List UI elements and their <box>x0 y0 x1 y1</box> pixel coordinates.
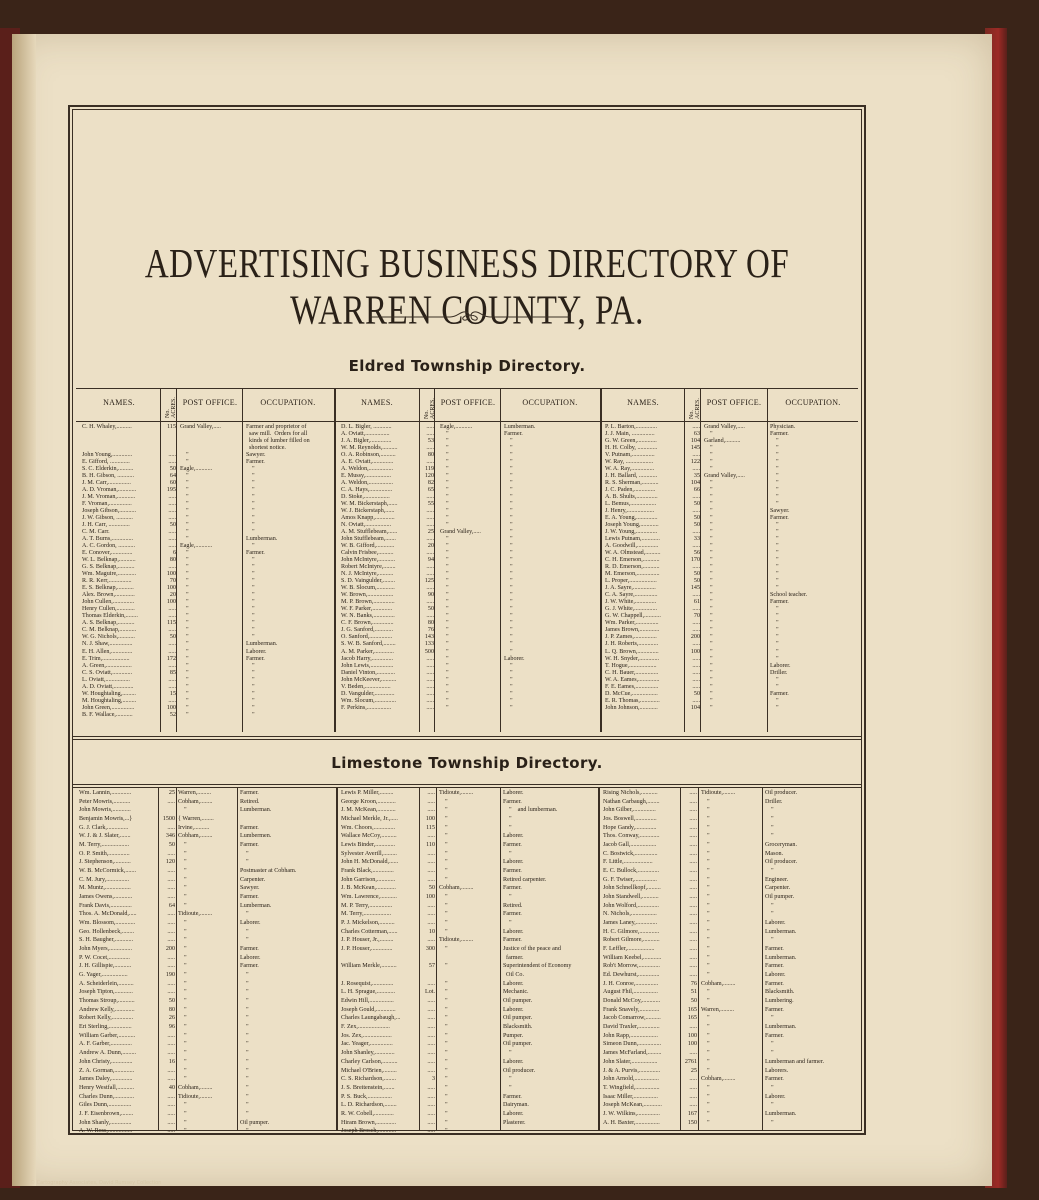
column-rule <box>176 388 177 732</box>
header-bottom-rule <box>76 421 858 422</box>
limestone-occupation-column: Farmer. Retired. Lumberman. Farmer. Lumbermen. Farmer. " " Postmaster at Cobham. Carpenter. Sawyer. Farmer. Lumberman. " Laborer. " " Farmer. Laborer. Farmer. " " " " " " " " " " " " " " " " " Oil pumper. " <box>240 790 297 1135</box>
limestone-acres-column: ..... ..... ..... ..... ..... ..... ..... ..... ..... ..... ..... ..... ..... ..... ..... ..... ..... ..... ..... ..... ..... ..... 76 51 50 165 165 ..... 100 100 ..... 2761 25 ..... ..... ..... ..... 167 150 <box>684 790 697 1126</box>
column-rule <box>500 388 501 732</box>
col-header-acres: No. ACRES. <box>424 398 436 419</box>
column-rule <box>242 388 243 732</box>
column-rule <box>762 787 763 1130</box>
limestone-section-title: Limestone Township Directory. <box>331 754 603 772</box>
eldred-acres-column: 115 ..... ..... 50 64 60 195 ..... ..... ..... ..... 50 ..... ..... ..... 6 80 ..... 100 70 100 20 100 ..... ..... 115 ..... 50 ..... ..... 172 ..... 85 ..... ..... 15 ..... 100 52 <box>166 424 176 718</box>
column-rule <box>434 388 435 732</box>
limestone-names-column: Rising Nichols,........... Nathan Carbaugh,........ John Gilber,............... Jos. Boswell,.............. Hope Gandy,.............. Thos. Conway,............. Jacob Gall,................. C. Bostwick,............... F. Little,................... E. C. Bullock,.............. G. F. Twiser,............... John Schnellkopf,......... John Standwell,........... John Wolford,.............. N. Nichols,................. James Laney,.............. H. C. Gilmore,............. Robert Gilmore,........... F. Leffler,.................. William Keebel,............ Rob't Morrow,.............. Ed. Dewhurst,.............. J. H. Conroe,............... August Fhil,................ Donald McCoy,............ Frank Snavely,............. Jacob Comarrow,.......... David Traxler,.............. John Rapp,.................. Simeon Dunn,............... James McFarland,......... John Slater,................. J. & A. Purvis,.............. John Arnold,................ T. Wingfield,................ Isaac Miller,................ Joseph McKean,............ J. W. Wilkins,............... A. H. Baxter,................ <box>603 790 662 1126</box>
limestone-occupation-column: Laborer. Farmer. " and lumberman. " " Laborer. Farmer. " Laborer. Farmer. Retired carpenter. Farmer. " Retired. Farmer. " Laborer. Farmer. Justice of the peace and farmer. Superintendent of Economy Oil Co. Laborer. Mechanic. Oil pumper. Laborer. Oil pumper. Blacksmith. Pumper. Oil pumper. " Laborer. Oil producer. " " Farmer. Dairyman. Laborer. Plasterer. <box>503 790 572 1126</box>
col-header-post-office: POST OFFICE. <box>440 398 496 407</box>
limestone-top-rule <box>72 784 862 785</box>
eldred-occupation-column: Physician. Farmer. " " " " " " " " " " Sawyer. Farmer. " " " " " " " " " " School teacher. Farmer. " " " " " " " " Laborer. Driller. " " Farmer. " " <box>770 424 808 711</box>
limestone-names-column: Lewis P. Miller,......... George Kroon,............ J. M. McKean,............ Michael Merkle, Jr.,..... Wm. Choors,.............. Wallace McCoy,.......... Lewis Binder,............. Sylvester Averill,......... John H. McDonald,...... Frank Black,.............. John Garrison,............ J. B. McKean,............. Wm. Lawrence,........... M. P. Terry,............... M. Terry,.................. P. J. Mickelson,.......... Charles Cotterman,...... J. P. Houser, Jr.,......... J. P. Houser,.............. William Merkle,.......... J. Rosequist,.............. L. H. Sprague,............ Edwin Hill,................ Joseph Gould,............. Charles Laungabaugh,... F. Zex,..................... Jos. Zex,................... Jac. Yeager,............... John Shanley,............. Charley Carlson,.......... Michael O'Brien,......... C. S. Richardson,........ J. S. Breitenstein,....... P. S. Buck,................ L. D. Richardson,........ R. W. Cobell,............. Hiram Brown,............. Joseph Brosch,............ <box>341 790 401 1135</box>
limestone-names-column: Wm. Lannin,............. Peter Mowris,........... John Mowris,............ Benjamin Mowris,...} G. J. Clark,.............. W. J. & J. Slater,....... M. Terry,.................. O. P. Smith,.............. J. Stephenson,........... W. B. McCormick,....... C. M. Jury,............... M. Muntz,................. James Owens,............ Frank Davis,.............. Thos. A. McDonald,..... Wm. Blossom,............. Geo. Hollenbeck,........ S. H. Baugher,............ John Myers,............... P. W. Cocet,.............. J. H. Gillispie,........... G. Yager,................. A. Scheiderlein,.......... Joseph Tipton,............ Thomas Stroup,........... Andrew Kelly,............. Robert Kelly,.............. Eri Sterling,............... William Garber,........... A. F. Garber,.............. Andrew A. Dunn,......... John Christy,.............. Z. A. Gorman,............. James Daley,.............. Henry Westfall,........... Charles Dunn,............. Giles Dunn,............... J. F. Eisenbrown,........ John Shanly,.............. A. W. Ross,................ <box>79 790 137 1135</box>
col-header-acres: No. ACRES. <box>165 397 177 418</box>
title-ornament <box>370 309 570 323</box>
column-rule <box>500 787 501 1130</box>
section-divider <box>72 736 862 737</box>
col-header-names: NAMES. <box>627 398 659 407</box>
column-rule <box>436 787 437 1130</box>
limestone-post-office-column: Warren,......... Cobham,........ " { Warren,........ Irvine,.......... Cobham,........ " " " " " " " " Tidioute,........ " " " " " " " " " " " " " " " " " " " Cobham,........ Tidioute,........ " " " " <box>178 790 214 1135</box>
limestone-post-office-column: Tidioute,........ " " " " " " " " " " Cobham,........ " " " " " Tidioute,........ " " " " " " " " " " " " " " " " " " " " <box>439 790 474 1135</box>
eldred-section-title: Eldred Township Directory. <box>348 357 586 375</box>
header-top-rule <box>76 388 858 389</box>
column-rule <box>700 388 701 732</box>
eldred-post-office-column: Grand Valley,..... " " Eagle,........... " " " " " " " " " " Eagle,........... " " " " " " " " " " " " " " " " " " " " " " " " <box>180 424 221 718</box>
page-title: ADVERTISING BUSINESS DIRECTORY OF WARREN COUNTY, PA. <box>144 242 790 334</box>
section-divider <box>72 739 862 740</box>
copyright-footer: © Cartography Associates, David Rumsey Collection <box>30 1180 162 1186</box>
eldred-acres-column: ..... ..... 53 ..... 80 ..... 119 120 82 65 ..... 55 ..... ..... ..... 25 ..... 20 ..... 94 ..... ..... 125 ..... 90 ..... 50 ..... 80 76 143 133 500 ..... ..... ..... ..... ..... ..... ..... ..... <box>424 424 434 711</box>
limestone-acres-column: 25 ..... 1500 ..... 346 50 ..... 120 ..... ..... ..... ..... 64 ..... ..... ..... ..... 200 ..... ..... 190 ..... ..... 50 80 26 96 ..... ..... ..... 16 ..... ..... 40 ..... ..... ..... ..... ..... <box>162 790 175 1135</box>
block-divider <box>334 388 336 732</box>
col-header-occupation: OCCUPATION. <box>785 398 841 407</box>
col-header-names: NAMES. <box>361 398 393 407</box>
col-header-post-office: POST OFFICE. <box>182 398 238 407</box>
col-header-names: NAMES. <box>103 398 135 407</box>
eldred-post-office-column: Eagle,........... " " " " " " " " " " " " " " Grand Valley,..... " " " " " " " " " " " " " " " " " " " " " " " " " <box>440 424 481 711</box>
column-rule <box>176 787 177 1130</box>
col-header-occupation: OCCUPATION. <box>522 398 578 407</box>
page-gutter <box>12 34 36 1186</box>
column-rule <box>237 787 238 1130</box>
block-divider <box>336 787 338 1130</box>
limestone-occupation-column: Oil producer. Driller. " " " " Groceryman. Mason. Oil producer. " Engineer. Carpenter. Oil pumper. " " Laborer. Lumberman. " Farmer. Lumberman. Farmer. Laborer. Farmer. Blacksmith. Lumbering. Farmer. " Lumberman. Farmer. " " Lumberman and farmer. Laborers. Farmer. " Laborer. " Lumberman. " <box>765 790 825 1126</box>
block-divider <box>598 787 600 1130</box>
eldred-acres-column: ..... 63 104 145 ..... 122 ..... 35 104 66 ..... 50 ..... 50 50 ..... 33 ..... 56 170 ..... 50 50 145 ..... 61 ..... 70 ..... ..... 200 ..... 100 ..... ..... ..... ..... ..... 50 ..... 104 <box>690 424 700 711</box>
col-header-occupation: OCCUPATION. <box>260 398 316 407</box>
limestone-acres-column: ..... ..... ..... 100 115 ..... 110 ..... ..... ..... ..... 50 100 ..... ..... ..... 10 ..... 300 57 ..... Lot. ..... ..... ..... ..... ..... ..... ..... ..... ..... 3 ..... ..... ..... ..... ..... ..... <box>425 790 435 1135</box>
limestone-post-office-column: Tidioute,........ " " " " " " " " " " " " " " " " " " " " " Cobham,........ " " Warren,......... " " " " " " " Cobham,........ " " " " " <box>701 790 736 1126</box>
eldred-post-office-column: Grand Valley,..... " Garland,.......... " " " " Grand Valley,..... " " " " " " " " " " " " " " " " " " " " " " " " " " " " " " " " " <box>704 424 745 711</box>
col-header-post-office: POST OFFICE. <box>706 398 762 407</box>
limestone-top-rule <box>72 787 862 788</box>
col-header-acres: No. ACRES. <box>689 398 701 419</box>
column-rule <box>767 388 768 732</box>
block-divider <box>600 388 602 732</box>
eldred-occupation-column: Farmer and proprietor of saw mill. Orders for all kinds of lumber filled on shortest notice. Sawyer. Farmer. " " " " " " " " " " Lumberman. " Farmer. " " " " " " " " " " " " Lumberman. Laborer. Farmer. " " " " " " " " <box>246 424 310 718</box>
column-rule <box>698 787 699 1130</box>
eldred-names-column: D. L. Bigler, ............ A. Oviatt,................ J. A. Bigler,.............. W. M. Reynolds,.......... O. A. Robinson,.......... A. E. Oviatt,.............. A. Weldon,................ E. Mussy,................. A. Weldon,................ C. A. Hays,............... D. Stoke,................. W. M. Bickerstaph,...... W. J. Bickerstaph,...... Amos Knapp,............. N. Oviatt,................. A. M. Stufflebeam,...... John Stufflebeam,....... W. B. Gifford,............ Calvin Frisbee,.......... John McIntyre,........... Robert McIntyre,........ N. J. McIntyre,.......... S. D. Vaingulder,........ W. B. Slocum,............ W. Brown,................. M. P. Brown,.............. W. F. Parker,............. W. N. Banks,.............. C. F. Brown,.............. J. G. Sanford,............ O. Sanford,............... S. W. B. Sanford,........ A. M. Parker,............. Jacob Harry,.............. John Lewis,............... Daniel Vinton,............ John McKeever,.......... V. Beden,................. D. Vangulder,............. Wm. Slocum,.............. F. Perkins,................ <box>341 424 398 711</box>
eldred-occupation-column: Lumberman. Farmer. " " " " " " " " " " " " " " " " " " " " " " " " " " " " " " " Laborer. " " " " " " " <box>504 424 536 711</box>
eldred-names-column: C. H. Whaley,.......... John Young,............. E. Gifford, ............. S. C. Elderkin,.......... B. H. Gibson, ........... J. M. Carr,............... A. D. Vroman,............ J. M. Vroman,............ F. Vroman,............... Joseph Gibson,........... J. W. Gibson, ........... J. H. Carr, .............. C. M. Carr. A. T. Burns,.............. A. C. Gordon, ........... E. Conover,.............. W. L. Belknap,........... G. S. Belknap,........... Wm. Maguire,............ R. R. Kerr,............... E. S. Belknap,........... Alex. Brown,............. John Cullen,.............. Henry Cullen,............ Thomas Elderkin,........ A. S. Belknap,........... C. M. Belknap,........... W. G. Nichols,........... N. J. Shaw,............... E. H. Allen,.............. E. Trim,.................. A. Green,................. C. S. Oviatt,............. L. Oviatt,................ A. D. Oviatt,............. W. Houghtaling,......... M. Houghtaling,......... John Green,............... B. F. Wallace,........... <box>82 424 138 718</box>
eldred-names-column: P. L. Barton,.............. J. J. Main, ............... G. W. Green,............. H. H. Colby, ............. V. Putnam,............... W. Ray, .................. W. A. Ray,............... J. H. Ballard, ............ R. S. Sherman,........... J. C. Paden,.............. A. B. Shults,.............. L. Bemus,................. J. Henry,.................. E. A. Young,.............. Joseph Young,............ J. W. Young,.............. Lewis Putnam,............ A. Goodwill,.............. W. A. Olmstead,.......... C. H. Emerson,........... R. D. Emerson,........... M. Emerson,............... L. Proper,.................. J. A. Sayre,............... C. A. Sayre,............... J. W. White,.............. G. J. White,............... G. W. Chappell,........... Wm. Parker,............... James Brown,............. J. P. Zames,............... J. H. Roberts,............. L. Q. Brown,.............. W. H. Snyder,............. T. Hogue,.................. C. H. Bauer,............... W. A. Eames,.............. F. E. Eames,............... D. McCue,................. E. R. Thomas,............. John Johnson,............ <box>605 424 661 711</box>
